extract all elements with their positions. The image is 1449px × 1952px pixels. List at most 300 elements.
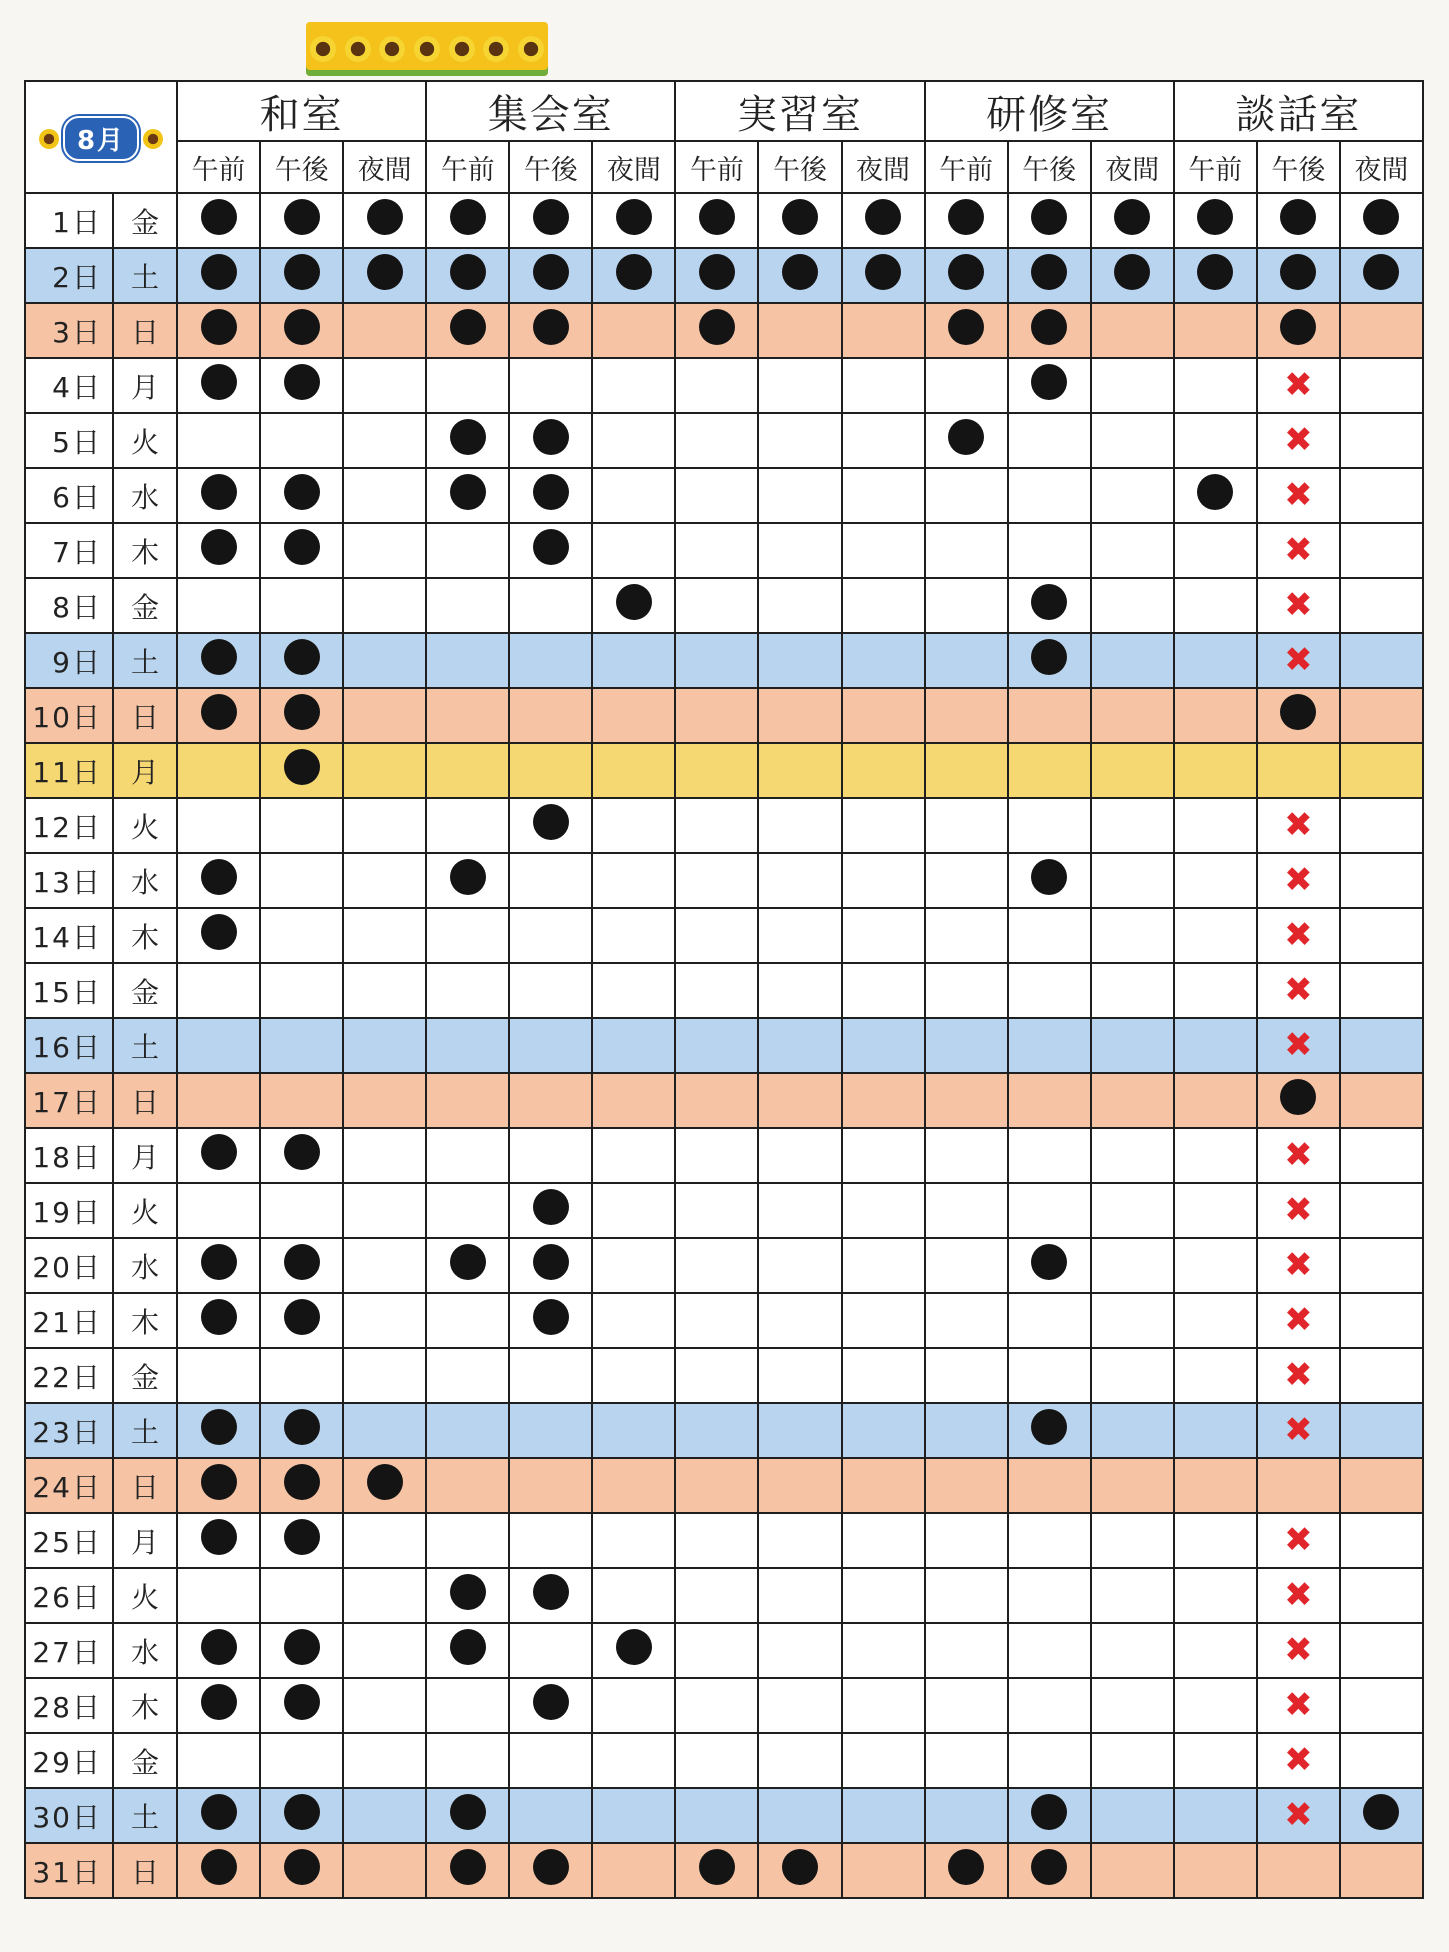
slot-cell	[925, 248, 1008, 303]
time-slot-header-row	[25, 141, 1423, 193]
slot-cell	[758, 853, 841, 908]
slot-cell	[592, 1843, 675, 1898]
sunflower-decoration	[306, 22, 548, 76]
room-header-danwashitsu: 談話室	[1174, 81, 1423, 141]
slot-cell	[177, 303, 260, 358]
slot-cell	[260, 248, 343, 303]
slot-cell	[1174, 743, 1257, 798]
booked-dot-icon	[865, 199, 901, 235]
slot-cell	[509, 578, 592, 633]
booked-dot-icon	[201, 529, 237, 565]
slot-cell	[426, 413, 509, 468]
day-row	[25, 303, 1423, 358]
booked-dot-icon	[1031, 364, 1067, 400]
closed-x-icon: ✖	[1284, 1410, 1313, 1450]
room-header-row	[25, 81, 1423, 141]
slot-cell	[1091, 358, 1174, 413]
slot-cell	[343, 688, 426, 743]
slot-cell	[1340, 908, 1423, 963]
booked-dot-icon	[284, 364, 320, 400]
closed-x-icon: ✖	[1284, 365, 1313, 405]
slot-cell	[1257, 1513, 1340, 1568]
day-row	[25, 1678, 1423, 1733]
slot-cell	[1257, 1348, 1340, 1403]
weekday-label: 土	[113, 633, 177, 688]
slot-cell	[592, 688, 675, 743]
slot-cell	[1091, 1513, 1174, 1568]
slot-cell	[842, 1128, 925, 1183]
booked-dot-icon	[201, 474, 237, 510]
booked-dot-icon	[450, 1849, 486, 1885]
booked-dot-icon	[1363, 1794, 1399, 1830]
slot-cell	[1340, 1293, 1423, 1348]
slot-cell	[1174, 633, 1257, 688]
slot-cell	[675, 798, 758, 853]
slot-cell	[758, 1788, 841, 1843]
slot-cell	[1174, 1788, 1257, 1843]
slot-cell	[592, 1788, 675, 1843]
booked-dot-icon	[533, 1189, 569, 1225]
booked-dot-icon	[1197, 199, 1233, 235]
slot-cell	[758, 743, 841, 798]
slot-cell	[675, 523, 758, 578]
slot-cell	[1091, 688, 1174, 743]
slot-cell	[343, 1843, 426, 1898]
closed-x-icon: ✖	[1284, 1520, 1313, 1560]
slot-cell	[1340, 578, 1423, 633]
slot-cell	[842, 468, 925, 523]
slot-cell	[426, 523, 509, 578]
slot-cell	[842, 248, 925, 303]
weekday-label: 金	[113, 963, 177, 1018]
slot-cell	[426, 1843, 509, 1898]
booked-dot-icon	[1114, 199, 1150, 235]
booked-dot-icon	[201, 1629, 237, 1665]
weekday-label: 金	[113, 578, 177, 633]
slot-cell	[675, 1513, 758, 1568]
slot-cell	[509, 1623, 592, 1678]
slot-cell	[1091, 1788, 1174, 1843]
slot-cell	[260, 853, 343, 908]
slot-cell	[1091, 1678, 1174, 1733]
slot-cell	[675, 1238, 758, 1293]
closed-x-icon: ✖	[1284, 475, 1313, 515]
slot-cell	[1174, 798, 1257, 853]
slot-cell	[1257, 633, 1340, 688]
slot-cell	[426, 633, 509, 688]
slot-cell	[758, 1348, 841, 1403]
slot-cell	[758, 578, 841, 633]
slot-cell	[592, 1568, 675, 1623]
booked-dot-icon	[699, 254, 735, 290]
day-label: 21日	[25, 1293, 113, 1348]
slot-cell	[177, 688, 260, 743]
slot-cell	[592, 303, 675, 358]
slot-cell	[509, 248, 592, 303]
slot-cell	[842, 688, 925, 743]
booked-dot-icon	[201, 914, 237, 950]
slot-cell	[260, 1458, 343, 1513]
room-header-jisshushitsu: 実習室	[675, 81, 924, 141]
booked-dot-icon	[201, 1684, 237, 1720]
room-availability-table	[24, 80, 1424, 1899]
slot-cell	[1257, 853, 1340, 908]
slot-cell	[1257, 1788, 1340, 1843]
slot-cell	[925, 1623, 1008, 1678]
slot-cell	[260, 1238, 343, 1293]
day-row	[25, 1018, 1423, 1073]
booked-dot-icon	[450, 1794, 486, 1830]
slot-cell	[509, 853, 592, 908]
slot-cell	[1008, 1183, 1091, 1238]
slot-cell	[426, 798, 509, 853]
slot-cell	[842, 633, 925, 688]
slot-cell	[426, 358, 509, 413]
slot-cell	[260, 908, 343, 963]
slot-cell	[1091, 468, 1174, 523]
day-row	[25, 468, 1423, 523]
slot-cell	[592, 358, 675, 413]
slot-cell	[1008, 1348, 1091, 1403]
booked-dot-icon	[450, 1244, 486, 1280]
slot-cell	[177, 1293, 260, 1348]
slot-cell	[592, 963, 675, 1018]
slot-cell	[426, 743, 509, 798]
slot-cell	[343, 1403, 426, 1458]
slot-cell	[1091, 413, 1174, 468]
slot-cell	[177, 578, 260, 633]
slot-cell	[1340, 1733, 1423, 1788]
slot-cell	[426, 908, 509, 963]
slot-cell	[842, 1183, 925, 1238]
slot-cell	[1174, 193, 1257, 248]
booked-dot-icon	[533, 1244, 569, 1280]
slot-cell	[925, 303, 1008, 358]
weekday-label: 水	[113, 1623, 177, 1678]
slot-cell	[509, 1073, 592, 1128]
day-row	[25, 1073, 1423, 1128]
slot-cell	[260, 1348, 343, 1403]
slot-cell	[925, 1788, 1008, 1843]
slot-header: 夜間	[343, 141, 426, 193]
day-label: 8日	[25, 578, 113, 633]
slot-cell	[260, 963, 343, 1018]
sunflower-icon	[414, 36, 440, 62]
day-label: 26日	[25, 1568, 113, 1623]
slot-cell	[925, 1183, 1008, 1238]
slot-cell	[1257, 413, 1340, 468]
slot-cell	[260, 1403, 343, 1458]
slot-cell	[343, 358, 426, 413]
slot-cell	[1257, 1238, 1340, 1293]
slot-cell	[1174, 1128, 1257, 1183]
slot-cell	[343, 413, 426, 468]
booked-dot-icon	[201, 1299, 237, 1335]
day-label: 22日	[25, 1348, 113, 1403]
day-label: 19日	[25, 1183, 113, 1238]
slot-cell	[343, 1128, 426, 1183]
slot-cell	[509, 633, 592, 688]
slot-cell	[592, 413, 675, 468]
slot-cell	[675, 908, 758, 963]
slot-cell	[177, 1733, 260, 1788]
slot-cell	[343, 1238, 426, 1293]
booked-dot-icon	[284, 1409, 320, 1445]
booked-dot-icon	[201, 1464, 237, 1500]
slot-cell	[1091, 578, 1174, 633]
slot-cell	[1008, 578, 1091, 633]
booked-dot-icon	[533, 419, 569, 455]
schedule-body	[25, 193, 1423, 1898]
closed-x-icon: ✖	[1284, 805, 1313, 845]
slot-cell	[592, 1293, 675, 1348]
slot-cell	[1091, 1568, 1174, 1623]
slot-cell	[1174, 908, 1257, 963]
slot-cell	[343, 578, 426, 633]
slot-cell	[260, 358, 343, 413]
booked-dot-icon	[1031, 584, 1067, 620]
slot-cell	[1257, 358, 1340, 413]
slot-cell	[758, 963, 841, 1018]
slot-cell	[842, 1348, 925, 1403]
day-label: 12日	[25, 798, 113, 853]
day-row	[25, 1843, 1423, 1898]
slot-cell	[675, 963, 758, 1018]
booked-dot-icon	[201, 639, 237, 675]
slot-cell	[675, 468, 758, 523]
day-row	[25, 523, 1423, 578]
slot-cell	[1340, 1568, 1423, 1623]
day-label: 17日	[25, 1073, 113, 1128]
slot-cell	[426, 303, 509, 358]
slot-cell	[509, 523, 592, 578]
slot-cell	[343, 743, 426, 798]
booked-dot-icon	[284, 1134, 320, 1170]
booked-dot-icon	[201, 199, 237, 235]
slot-cell	[1340, 743, 1423, 798]
slot-cell	[260, 1073, 343, 1128]
slot-cell	[925, 1128, 1008, 1183]
slot-header: 午後	[509, 141, 592, 193]
slot-header: 夜間	[592, 141, 675, 193]
booked-dot-icon	[284, 1299, 320, 1335]
day-row	[25, 1568, 1423, 1623]
day-row	[25, 193, 1423, 248]
slot-cell	[1008, 1403, 1091, 1458]
slot-cell	[260, 798, 343, 853]
slot-cell	[509, 193, 592, 248]
day-label: 14日	[25, 908, 113, 963]
slot-cell	[1257, 798, 1340, 853]
slot-cell	[1340, 1843, 1423, 1898]
closed-x-icon: ✖	[1284, 640, 1313, 680]
slot-cell	[260, 1513, 343, 1568]
slot-cell	[1257, 248, 1340, 303]
slot-cell	[758, 1733, 841, 1788]
slot-cell	[509, 413, 592, 468]
slot-cell	[592, 1018, 675, 1073]
slot-cell	[426, 688, 509, 743]
slot-cell	[842, 523, 925, 578]
slot-cell	[1257, 1843, 1340, 1898]
slot-cell	[1008, 468, 1091, 523]
slot-cell	[758, 1458, 841, 1513]
day-row	[25, 248, 1423, 303]
slot-cell	[1008, 1678, 1091, 1733]
slot-cell	[925, 743, 1008, 798]
room-header-washitsu: 和室	[177, 81, 426, 141]
slot-cell	[1340, 1073, 1423, 1128]
slot-cell	[177, 523, 260, 578]
weekday-label: 火	[113, 798, 177, 853]
slot-cell	[343, 633, 426, 688]
day-row	[25, 633, 1423, 688]
slot-cell	[1340, 248, 1423, 303]
slot-cell	[177, 1513, 260, 1568]
slot-cell	[343, 1458, 426, 1513]
day-row	[25, 908, 1423, 963]
slot-cell	[675, 1458, 758, 1513]
booked-dot-icon	[1031, 859, 1067, 895]
slot-cell	[1340, 963, 1423, 1018]
slot-cell	[509, 1513, 592, 1568]
slot-header: 夜間	[1340, 141, 1423, 193]
slot-cell	[177, 248, 260, 303]
slot-cell	[1091, 1458, 1174, 1513]
booked-dot-icon	[284, 1244, 320, 1280]
booked-dot-icon	[1031, 309, 1067, 345]
slot-cell	[1008, 1458, 1091, 1513]
slot-cell	[343, 303, 426, 358]
slot-header: 夜間	[1091, 141, 1174, 193]
day-label: 13日	[25, 853, 113, 908]
slot-cell	[592, 1128, 675, 1183]
slot-cell	[177, 798, 260, 853]
slot-cell	[426, 1073, 509, 1128]
booked-dot-icon	[1031, 254, 1067, 290]
slot-cell	[842, 743, 925, 798]
slot-cell	[1257, 743, 1340, 798]
slot-cell	[1091, 1238, 1174, 1293]
weekday-label: 水	[113, 853, 177, 908]
slot-cell	[925, 633, 1008, 688]
slot-cell	[842, 1513, 925, 1568]
slot-cell	[1174, 1073, 1257, 1128]
slot-cell	[842, 1733, 925, 1788]
slot-cell	[675, 248, 758, 303]
closed-x-icon: ✖	[1284, 530, 1313, 570]
day-row	[25, 743, 1423, 798]
slot-cell	[675, 688, 758, 743]
slot-cell	[177, 1843, 260, 1898]
slot-cell	[592, 578, 675, 633]
slot-header: 午後	[1257, 141, 1340, 193]
slot-cell	[426, 1183, 509, 1238]
slot-cell	[509, 1183, 592, 1238]
slot-cell	[675, 633, 758, 688]
slot-cell	[1008, 1568, 1091, 1623]
slot-cell	[675, 1733, 758, 1788]
slot-cell	[426, 248, 509, 303]
slot-cell	[592, 633, 675, 688]
slot-cell	[592, 193, 675, 248]
weekday-label: 日	[113, 1073, 177, 1128]
slot-cell	[758, 1568, 841, 1623]
month-badge	[39, 116, 163, 161]
slot-cell	[1008, 688, 1091, 743]
slot-cell	[426, 853, 509, 908]
room-header-shukaishitsu: 集会室	[426, 81, 675, 141]
slot-cell	[675, 1348, 758, 1403]
day-row	[25, 1128, 1423, 1183]
slot-cell	[1091, 633, 1174, 688]
slot-cell	[675, 1788, 758, 1843]
day-row	[25, 798, 1423, 853]
day-label: 24日	[25, 1458, 113, 1513]
slot-cell	[260, 1843, 343, 1898]
sunflower-icon	[518, 36, 544, 62]
day-row	[25, 1348, 1423, 1403]
slot-cell	[1174, 688, 1257, 743]
booked-dot-icon	[284, 474, 320, 510]
slot-cell	[925, 1458, 1008, 1513]
slot-cell	[1174, 578, 1257, 633]
booked-dot-icon	[284, 529, 320, 565]
slot-cell	[343, 1623, 426, 1678]
booked-dot-icon	[533, 1299, 569, 1335]
slot-cell	[260, 688, 343, 743]
slot-cell	[1340, 798, 1423, 853]
day-label: 3日	[25, 303, 113, 358]
slot-cell	[675, 743, 758, 798]
slot-cell	[925, 1733, 1008, 1788]
slot-cell	[1091, 303, 1174, 358]
closed-x-icon: ✖	[1284, 420, 1313, 460]
slot-cell	[1340, 303, 1423, 358]
slot-header: 午前	[925, 141, 1008, 193]
slot-cell	[1008, 248, 1091, 303]
booked-dot-icon	[450, 859, 486, 895]
slot-cell	[925, 1568, 1008, 1623]
slot-cell	[509, 1843, 592, 1898]
booked-dot-icon	[782, 199, 818, 235]
booked-dot-icon	[201, 1849, 237, 1885]
slot-cell	[675, 1678, 758, 1733]
slot-cell	[1340, 1678, 1423, 1733]
slot-cell	[758, 798, 841, 853]
slot-cell	[925, 1513, 1008, 1568]
weekday-label: 月	[113, 743, 177, 798]
slot-cell	[426, 1348, 509, 1403]
slot-cell	[177, 1238, 260, 1293]
booked-dot-icon	[948, 1849, 984, 1885]
slot-cell	[1008, 303, 1091, 358]
slot-cell	[925, 413, 1008, 468]
slot-cell	[343, 523, 426, 578]
slot-cell	[509, 1348, 592, 1403]
slot-cell	[343, 853, 426, 908]
slot-cell	[842, 193, 925, 248]
slot-cell	[260, 193, 343, 248]
slot-cell	[1008, 358, 1091, 413]
weekday-label: 月	[113, 358, 177, 413]
day-row	[25, 1733, 1423, 1788]
slot-cell	[592, 1458, 675, 1513]
slot-cell	[842, 963, 925, 1018]
slot-cell	[925, 798, 1008, 853]
slot-cell	[675, 1293, 758, 1348]
booked-dot-icon	[1031, 1244, 1067, 1280]
